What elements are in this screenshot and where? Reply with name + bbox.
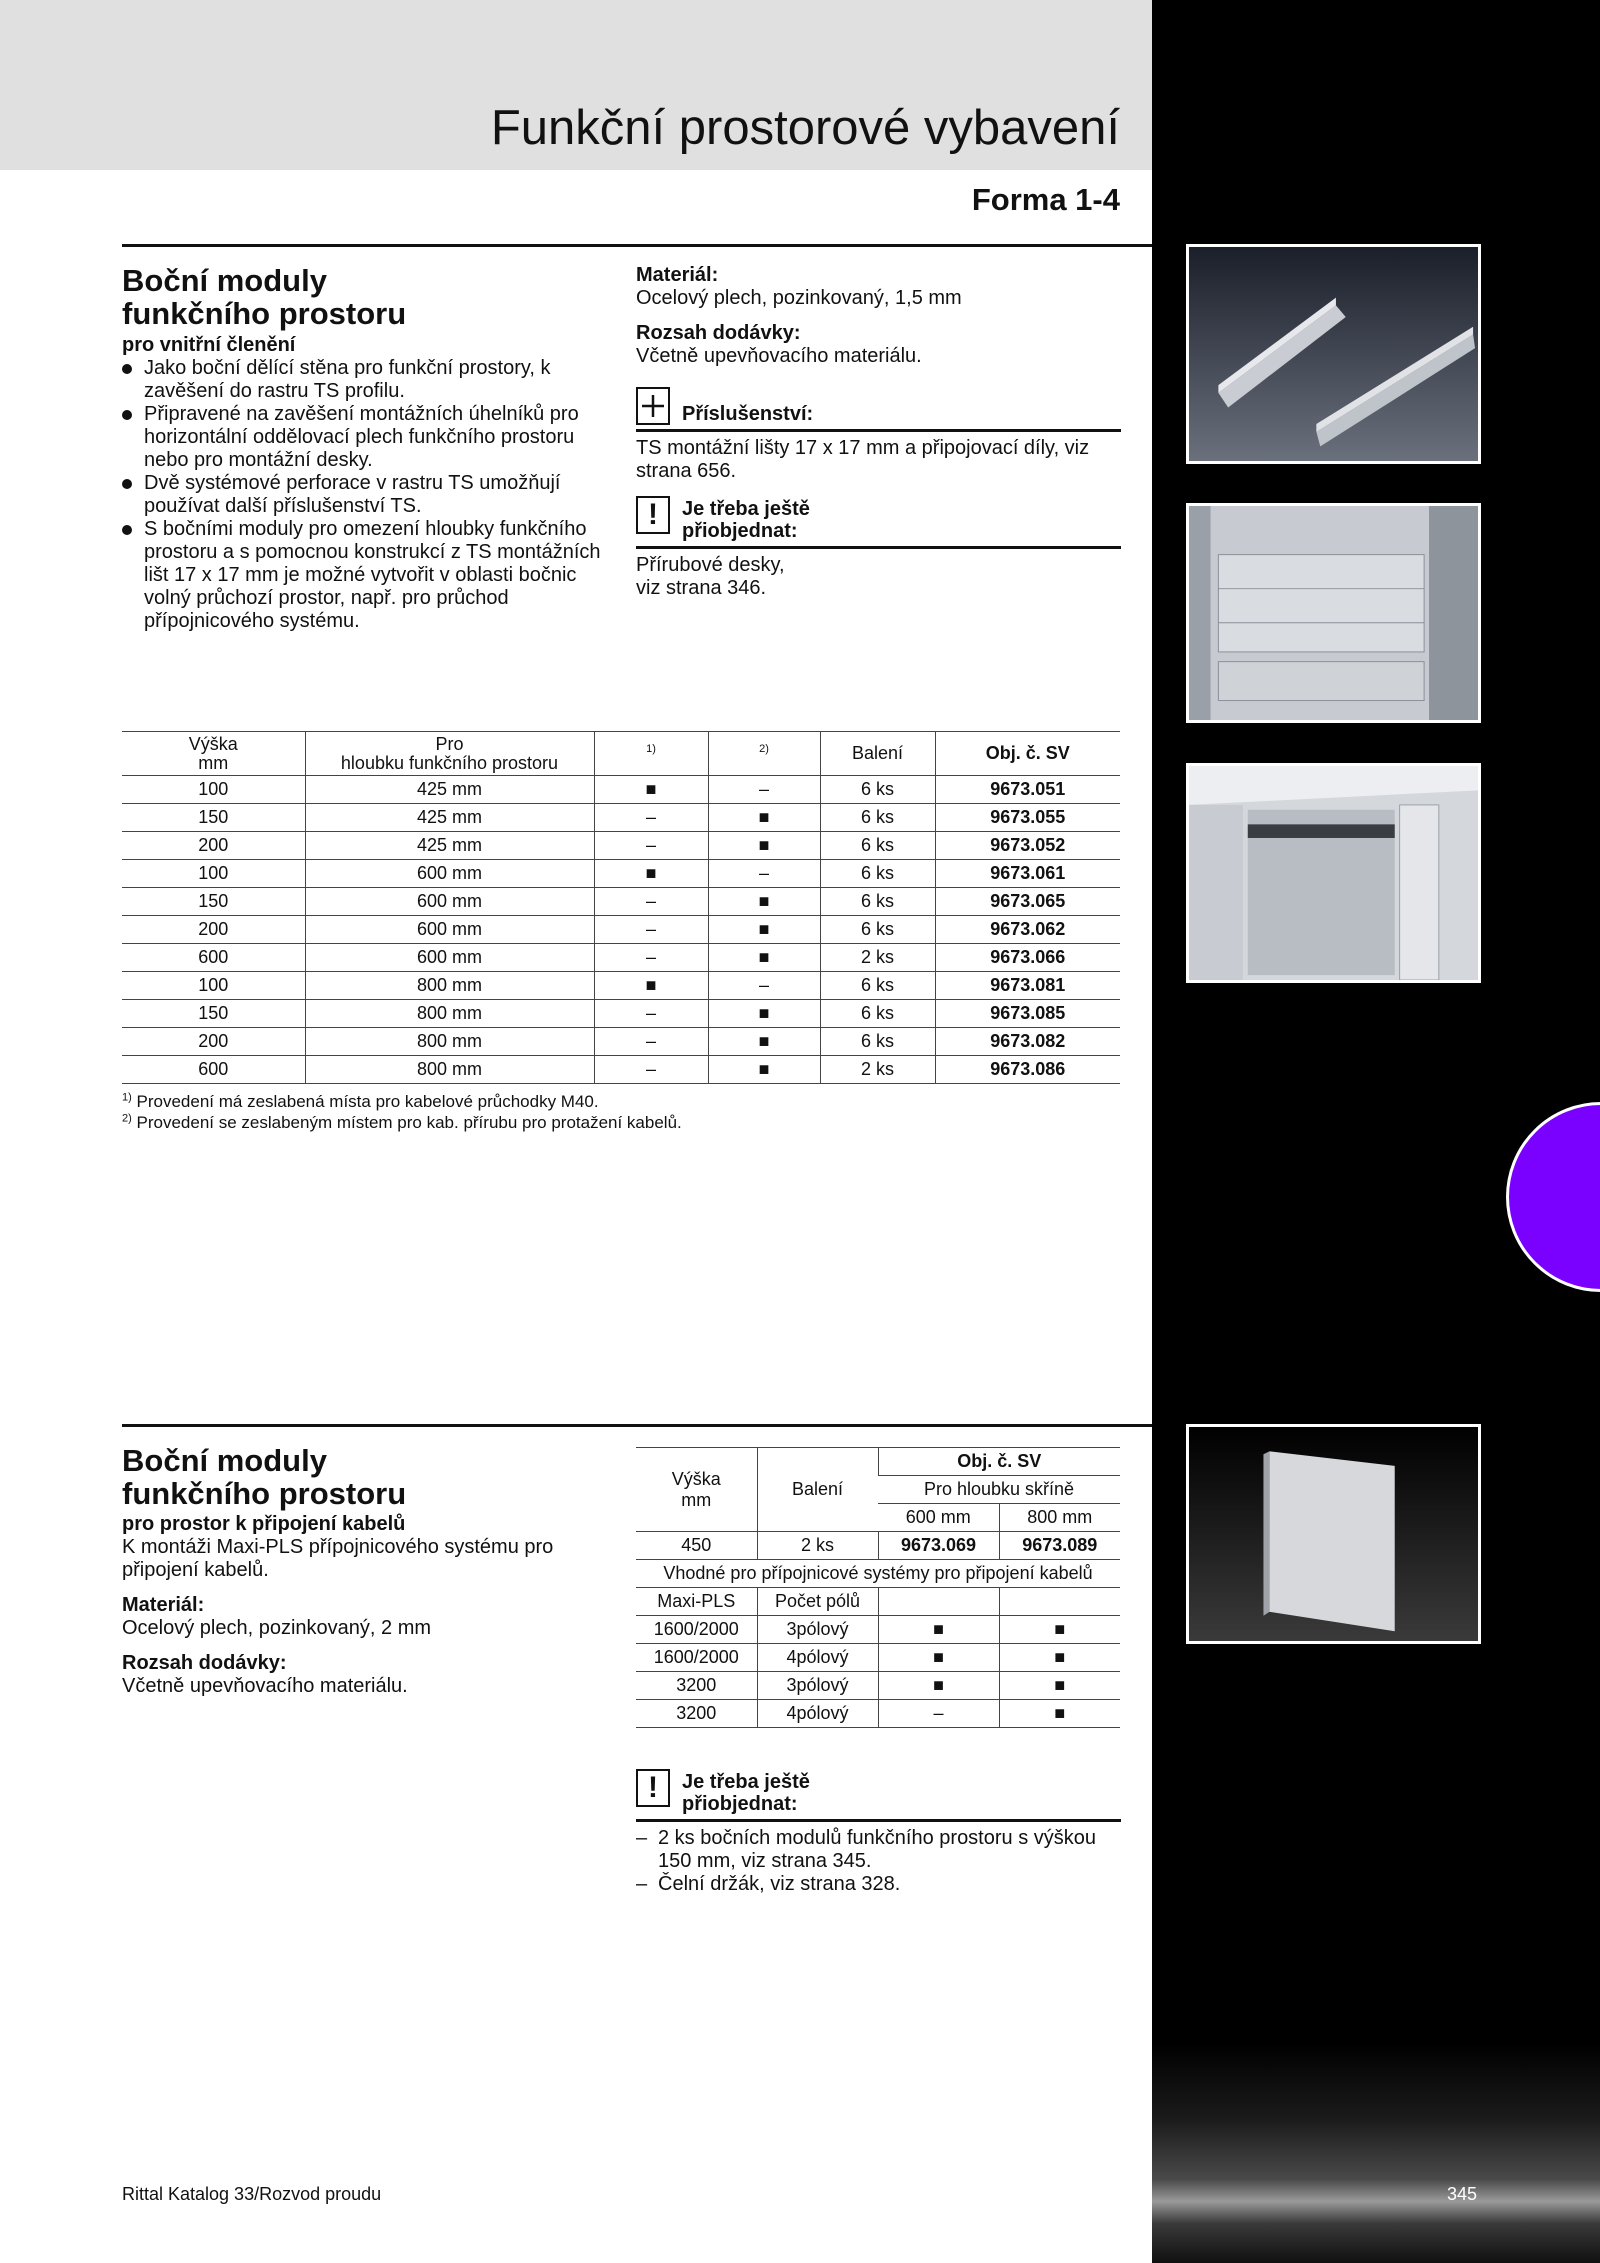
section2-heading: Boční moduly funkčního prostoru (122, 1443, 407, 1511)
material-value: Ocelový plech, pozinkovaný, 2 mm (122, 1617, 432, 1639)
order-label: Je třeba ještě přiobjednat: (682, 498, 810, 542)
section2-rule (122, 1424, 1152, 1427)
accessories-label: Příslušenství: (682, 403, 814, 425)
plus-icon (636, 387, 670, 425)
section2-table-body (636, 1616, 1120, 1728)
col-order-no: Obj. č. SV (878, 1448, 1120, 1476)
exclamation-icon: ! (636, 1769, 670, 1807)
col-packaging: Balení (757, 1448, 878, 1532)
suitable-systems-row: Vhodné pro přípojnicové systémy pro připojení kabelů (636, 1560, 1120, 1588)
section1-specs (636, 264, 1121, 368)
col-cabinet-depth: Pro hloubku skříně (878, 1476, 1120, 1504)
section2-order-notice (636, 1769, 1121, 1896)
col-pole-count: Počet pólů (757, 1588, 878, 1616)
list-item: – 2 ks bočních modulů funkčního prostoru s výškou 150 mm, viz strana 345. (636, 1827, 1121, 1873)
table-row: 200 600 mm – ■ 6 ks 9673.062 (122, 916, 1120, 944)
section1-footnotes (122, 1091, 682, 1133)
page-number: 345 (1447, 2184, 1478, 2204)
section2-order-list (636, 1822, 1121, 1896)
supply-label: Rozsah dodávky: (636, 322, 801, 344)
col-depth: Pro hloubku funkčního prostoru (305, 732, 594, 776)
supply-label: Rozsah dodávky: (122, 1652, 287, 1674)
accessories-notice (636, 387, 1121, 483)
table-row: 150 425 mm – ■ 6 ks 9673.055 (122, 804, 1120, 832)
material-label: Materiál: (636, 264, 719, 286)
page-title: Funkční prostorové vybavení (490, 101, 1120, 155)
table-row: 200 800 mm – ■ 6 ks 9673.082 (122, 1028, 1120, 1056)
table-row: 100 600 mm ■ – 6 ks 9673.061 (122, 860, 1120, 888)
section1-heading: Boční moduly funkčního prostoru (122, 263, 407, 331)
col-height: Výška mm (122, 732, 305, 776)
sidebar-glow (1152, 2043, 1600, 2263)
product-photo-cable-panel (1186, 1424, 1481, 1644)
list-item: – Čelní držák, viz strana 328. (636, 1873, 1121, 1896)
list-item: Dvě systémové perforace v rastru TS umožňují používat další příslušenství TS. (122, 472, 602, 518)
col-packaging: Balení (820, 732, 935, 776)
col-height: Výška mm (636, 1448, 757, 1532)
table-row: 100 425 mm ■ – 6 ks 9673.051 (122, 776, 1120, 804)
footnote-1: $^{1)}$ Provedení má zeslabená místa pro kabelové průchodky M40. (122, 1091, 599, 1111)
table-row: 600 800 mm – ■ 2 ks 9673.086 (122, 1056, 1120, 1084)
section1-subheading: pro vnitřní členění (122, 334, 296, 356)
list-item: Jako boční dělící stěna pro funkční prostory, k zavěšení do rastru TS profilu. (122, 357, 602, 403)
page-subtitle: Forma 1-4 (971, 182, 1120, 217)
section2-product-table (636, 1447, 1120, 1728)
product-photo-cabinet (1186, 763, 1481, 983)
supply-value: Včetně upevňovacího materiálu. (122, 1675, 408, 1697)
product-photo-installed (1186, 503, 1481, 723)
table-row: 1600/2000 3pólový ■ ■ (636, 1616, 1120, 1644)
accessories-text: TS montážní lišty 17 x 17 mm a připojovací díly, viz strana 656. (636, 437, 1090, 482)
order-label: Je třeba ještě přiobjednat: (682, 1771, 810, 1815)
section2-subheading: pro prostor k připojení kabelů (122, 1513, 406, 1535)
exclamation-icon: ! (636, 496, 670, 534)
section1-rule (122, 244, 1152, 247)
section1-bullet-list (122, 357, 602, 633)
section2-intro: K montáži Maxi-PLS přípojnicového systému pro připojení kabelů. (122, 1536, 554, 1581)
footer-catalog: Rittal Katalog 33/Rozvod proudu (122, 2184, 382, 2204)
col-order-no: Obj. č. SV (935, 732, 1120, 776)
table-row: 150 800 mm – ■ 6 ks 9673.085 (122, 1000, 1120, 1028)
table-row: 1600/2000 4pólový ■ ■ (636, 1644, 1120, 1672)
col-depth-800: 800 mm (999, 1504, 1120, 1532)
table-row: 600 600 mm – ■ 2 ks 9673.066 (122, 944, 1120, 972)
order-notice (636, 496, 1121, 600)
table-row: 100 800 mm ■ – 6 ks 9673.081 (122, 972, 1120, 1000)
product-photo-side-panels (1186, 244, 1481, 464)
col-depth-600: 600 mm (878, 1504, 999, 1532)
table-row: 150 600 mm – ■ 6 ks 9673.065 (122, 888, 1120, 916)
section1-description (122, 334, 602, 633)
section1-product-table (122, 731, 1120, 1084)
table-row: 3200 3pólový ■ ■ (636, 1672, 1120, 1700)
table-row: 200 425 mm – ■ 6 ks 9673.052 (122, 832, 1120, 860)
material-value: Ocelový plech, pozinkovaný, 1,5 mm (636, 287, 962, 309)
footnote-2: $^{2)}$ Provedení se zeslabeným místem pro kab. přírubu pro protažení kabelů. (122, 1112, 682, 1132)
list-item: S bočními moduly pro omezení hloubky funkčního prostoru a s pomocnou konstrukcí z TS montážních lišt 17 x 17 mm je možné vytvořit v oblasti bočnic volný průchozí prostor, např. pro průchod přípojnicového systému. (122, 518, 602, 633)
list-item: Připravené na zavěšení montážních úhelníků pro horizontální oddělovací plech funkčního prostoru nebo pro montážní desky. (122, 403, 602, 472)
col-maxi-pls: Maxi-PLS (636, 1588, 757, 1616)
col-footnote-2: 2) (708, 732, 820, 776)
table-row: 450 2 ks 9673.069 9673.089 (636, 1532, 1120, 1560)
table-row: 3200 4pólový – ■ (636, 1700, 1120, 1728)
material-label: Materiál: (122, 1594, 205, 1616)
supply-value: Včetně upevňovacího materiálu. (636, 345, 922, 367)
section1-table-body (122, 776, 1120, 1084)
order-text: Přírubové desky, viz strana 346. (636, 554, 785, 599)
col-footnote-1: 1) (594, 732, 708, 776)
section2-description (122, 1513, 582, 1698)
